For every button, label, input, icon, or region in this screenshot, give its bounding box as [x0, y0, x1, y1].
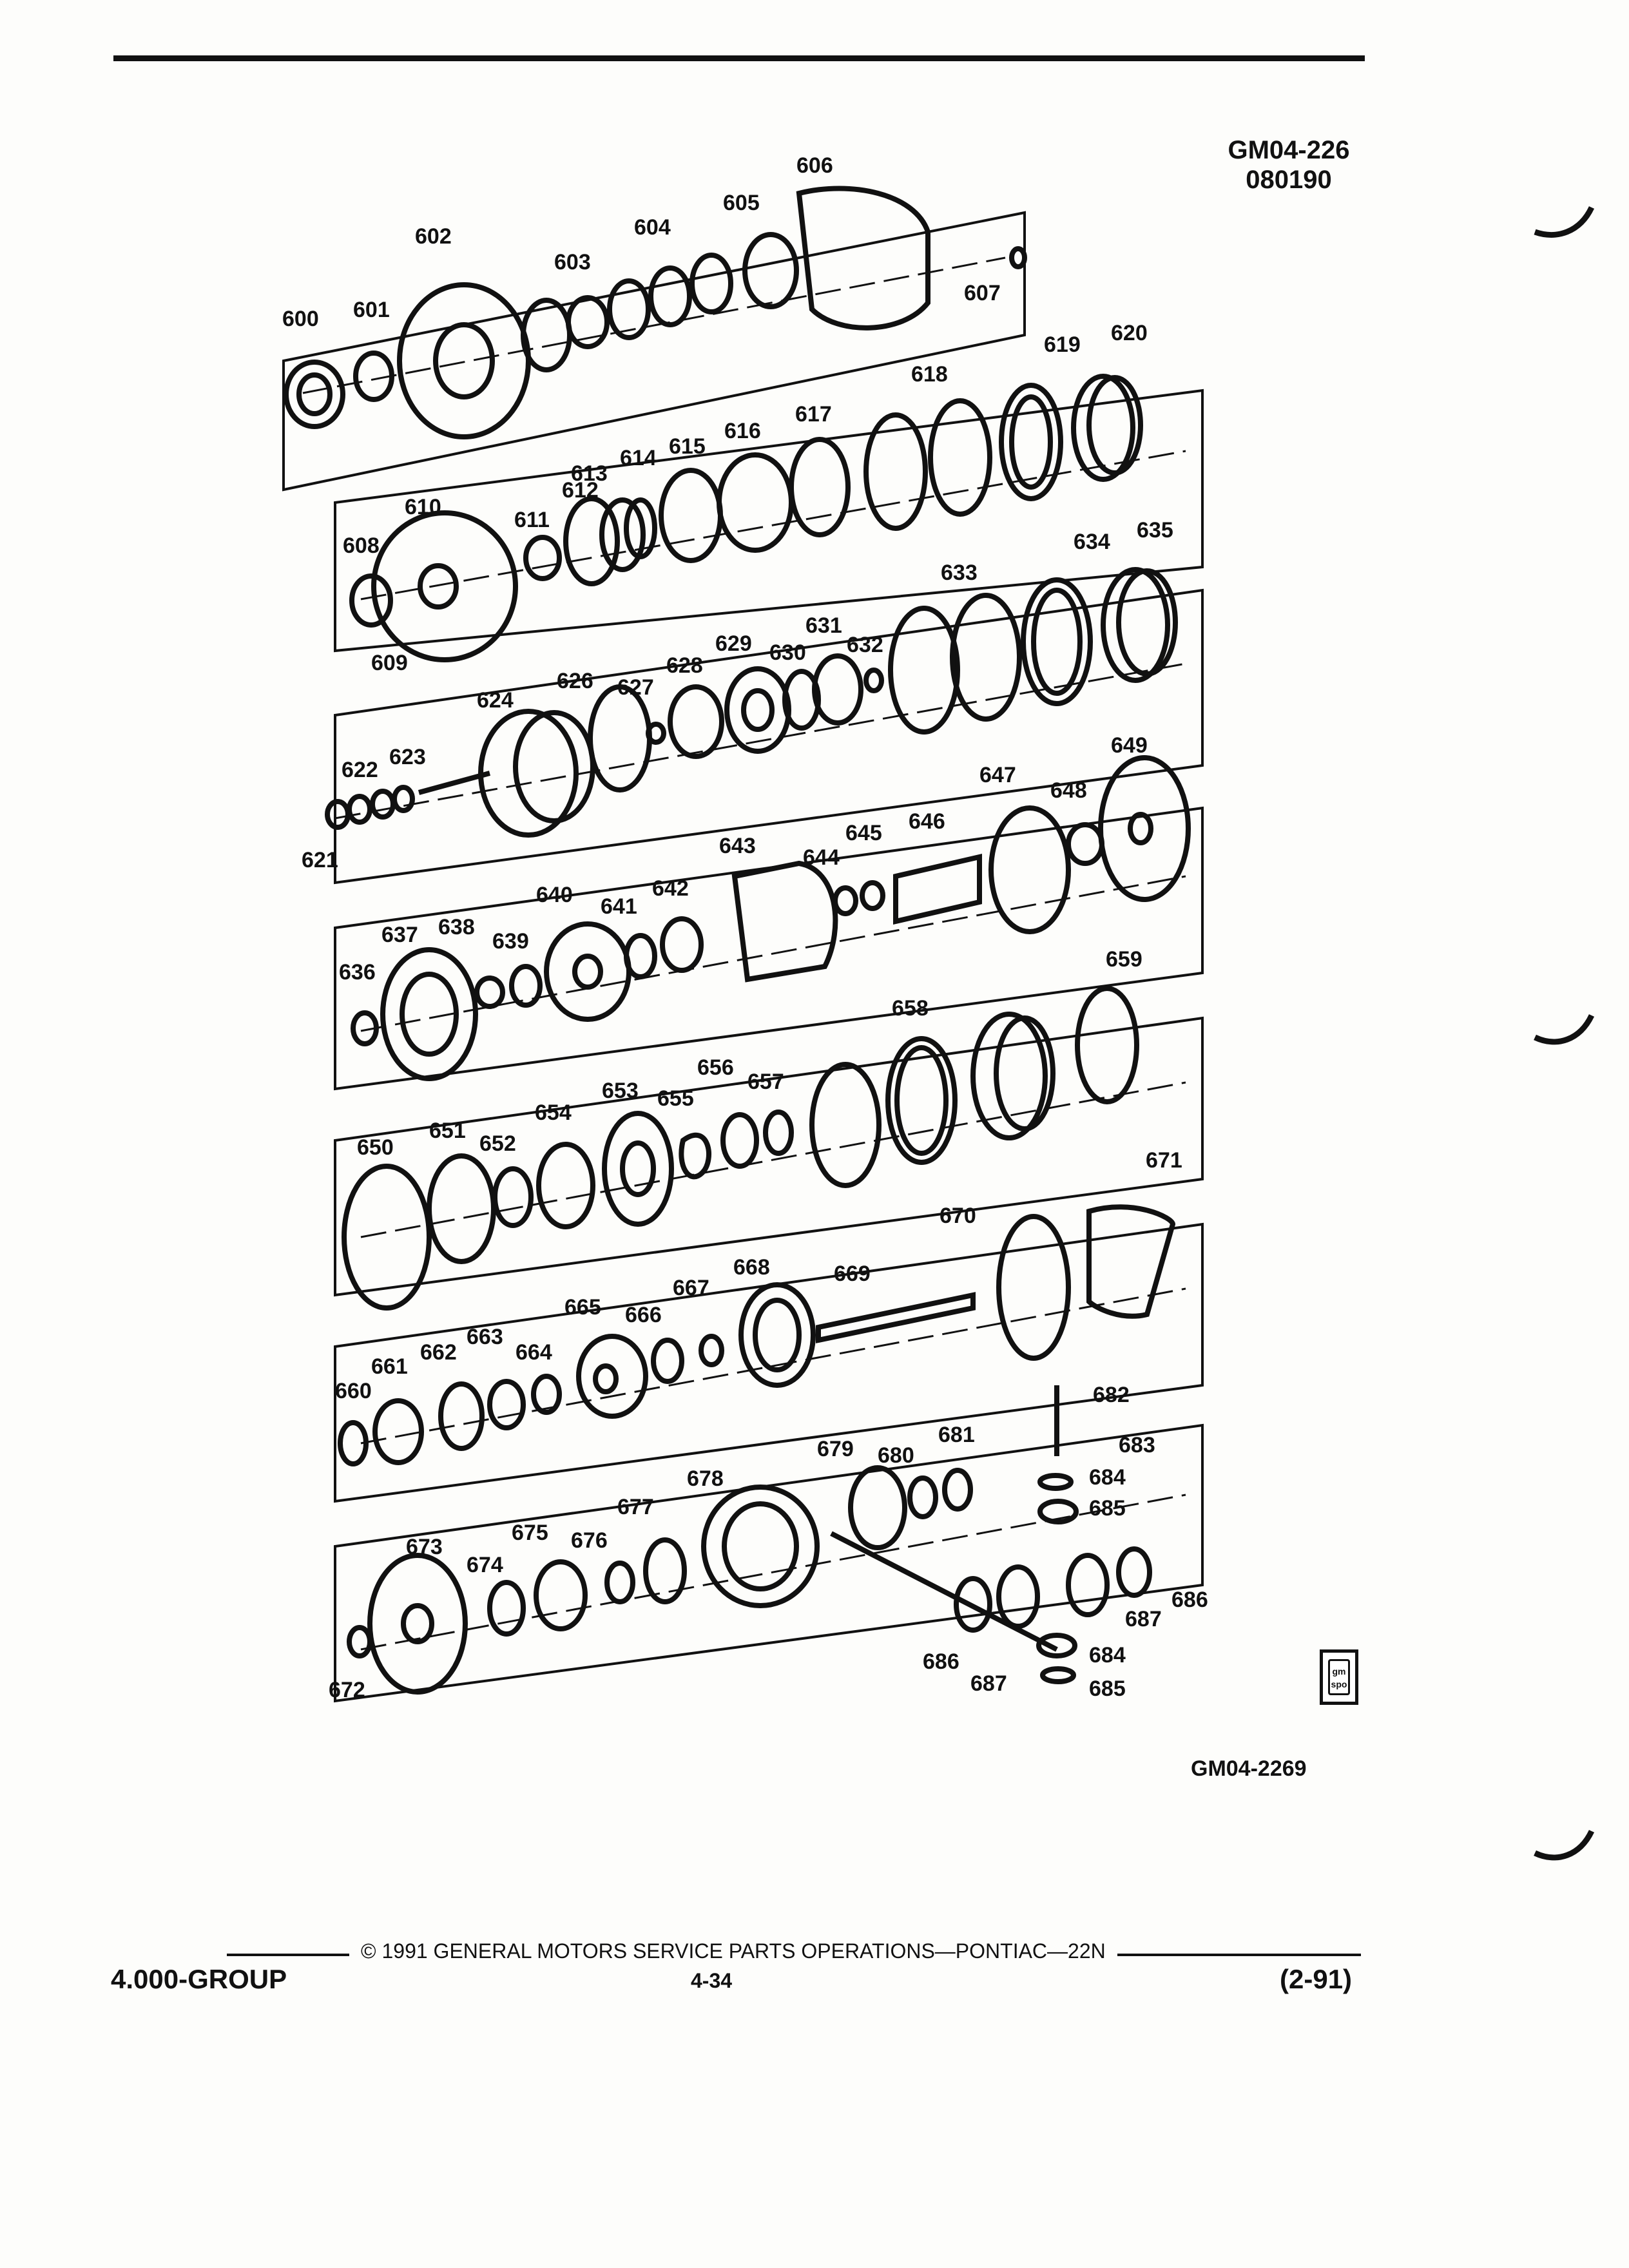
part-label: 648	[1050, 778, 1087, 803]
part-label: 682	[1093, 1383, 1130, 1407]
part-label: 655	[657, 1086, 694, 1111]
part-label: 602	[415, 224, 452, 249]
part-label: 675	[512, 1521, 548, 1545]
part-label: 616	[724, 419, 761, 443]
part-label: 681	[938, 1423, 975, 1447]
part-label: 600	[282, 307, 319, 331]
part-label: 646	[909, 809, 945, 834]
part-label: 619	[1044, 332, 1081, 357]
part-label: 632	[847, 633, 883, 657]
part-label: 661	[371, 1354, 408, 1379]
part-label: 603	[554, 250, 591, 274]
part-label: 680	[878, 1443, 914, 1468]
part-label: 610	[405, 495, 441, 519]
part-label: 624	[477, 688, 514, 713]
part-label: 683	[1119, 1433, 1155, 1457]
figure-date: 080190	[1246, 166, 1332, 194]
part-labels	[282, 153, 1208, 1702]
part-label: 677	[617, 1495, 654, 1519]
part-label: 678	[687, 1466, 724, 1491]
part-label: 640	[536, 883, 573, 907]
part-label: 686	[1171, 1588, 1208, 1612]
part-label: 617	[795, 402, 832, 427]
part-label: 613	[571, 461, 608, 486]
part-label: 607	[964, 281, 1001, 305]
part-label: 615	[669, 434, 706, 459]
part-label: 626	[557, 669, 593, 693]
part-label: 633	[941, 561, 978, 585]
part-label: 668	[733, 1255, 770, 1280]
part-label: 639	[492, 929, 529, 954]
part-label: 650	[357, 1135, 394, 1160]
part-label: 670	[940, 1204, 976, 1228]
binder-hole-mark-icon	[1531, 1827, 1595, 1866]
part-label: 654	[535, 1100, 572, 1125]
part-label: 630	[769, 640, 806, 665]
part-label: 679	[817, 1437, 854, 1461]
part-label: 653	[602, 1079, 639, 1103]
part-label: 608	[343, 533, 380, 558]
part-label: 659	[1106, 947, 1142, 972]
binder-hole-mark-icon	[1531, 204, 1595, 242]
part-label: 623	[389, 745, 426, 769]
binder-hole-mark-icon	[1531, 1012, 1595, 1050]
part-label: 609	[371, 651, 408, 675]
footer-rule-right	[1117, 1954, 1361, 1956]
footer-copyright: © 1991 GENERAL MOTORS SERVICE PARTS OPERATIONS—PONTIAC—22N	[361, 1939, 1106, 1963]
part-label: 629	[715, 631, 752, 656]
part-label: 676	[571, 1528, 608, 1553]
part-label: 604	[634, 215, 671, 240]
part-label: 656	[697, 1055, 734, 1080]
part-label: 664	[516, 1340, 552, 1365]
part-label: 636	[339, 960, 376, 985]
part-label: 685	[1089, 1496, 1126, 1521]
part-label: 672	[329, 1678, 365, 1702]
part-label: 657	[747, 1070, 784, 1094]
part-label: 660	[335, 1379, 372, 1403]
footer-group: 4.000-GROUP	[111, 1964, 287, 1994]
part-label: 614	[620, 446, 657, 470]
part-label: 667	[673, 1276, 709, 1300]
part-label: 642	[652, 876, 689, 901]
part-label: 638	[438, 915, 475, 939]
part-label: 658	[892, 996, 929, 1021]
part-label: 611	[514, 508, 550, 532]
part-label: 635	[1137, 518, 1173, 543]
part-label: 665	[564, 1295, 601, 1320]
part-label: 666	[625, 1303, 662, 1327]
part-label: 687	[1125, 1607, 1162, 1631]
part-label: 684	[1089, 1465, 1126, 1490]
figure-code: GM04-226	[1228, 136, 1350, 164]
part-label: 620	[1111, 321, 1148, 345]
part-label: 643	[719, 834, 756, 858]
part-label: 684	[1089, 1643, 1126, 1667]
part-label: 647	[979, 763, 1016, 787]
part-label: 612	[562, 478, 599, 503]
part-label: 662	[420, 1340, 457, 1365]
part-label: 673	[406, 1535, 443, 1559]
part-label: 605	[723, 191, 760, 215]
part-label: 631	[805, 613, 842, 638]
part-label: 637	[381, 923, 418, 947]
frame-row-4	[335, 808, 1202, 1089]
footer-page-number: 4-34	[691, 1969, 733, 1992]
part-label: 601	[353, 298, 390, 322]
part-label: 686	[923, 1649, 959, 1674]
part-label: 621	[302, 848, 338, 872]
part-label: 628	[666, 653, 703, 678]
part-label: 649	[1111, 733, 1148, 758]
part-label: 644	[803, 845, 840, 870]
part-label: 634	[1074, 530, 1110, 554]
part-label: 618	[911, 362, 948, 387]
part-label: 627	[617, 675, 654, 700]
part-label: 622	[342, 758, 378, 782]
part-label: 663	[467, 1325, 503, 1349]
figure-id: GM04-2269	[1191, 1756, 1307, 1781]
footer-rule-left	[227, 1954, 349, 1956]
part-label: 645	[845, 821, 882, 845]
part-label: 651	[429, 1119, 466, 1143]
part-label: 674	[467, 1553, 503, 1577]
part-label: 606	[796, 153, 833, 178]
part-label: 671	[1146, 1148, 1182, 1173]
part-label: 669	[834, 1262, 871, 1286]
part-label: 687	[970, 1671, 1007, 1696]
frame-row-3	[335, 590, 1202, 883]
part-label: 685	[1089, 1677, 1126, 1701]
footer-date: (2-91)	[1280, 1964, 1353, 1994]
part-label: 641	[601, 894, 637, 919]
part-label: 652	[479, 1131, 516, 1156]
gm-spo-logo: gm spo	[1328, 1659, 1350, 1695]
gm-spo-badge	[1320, 1649, 1358, 1705]
